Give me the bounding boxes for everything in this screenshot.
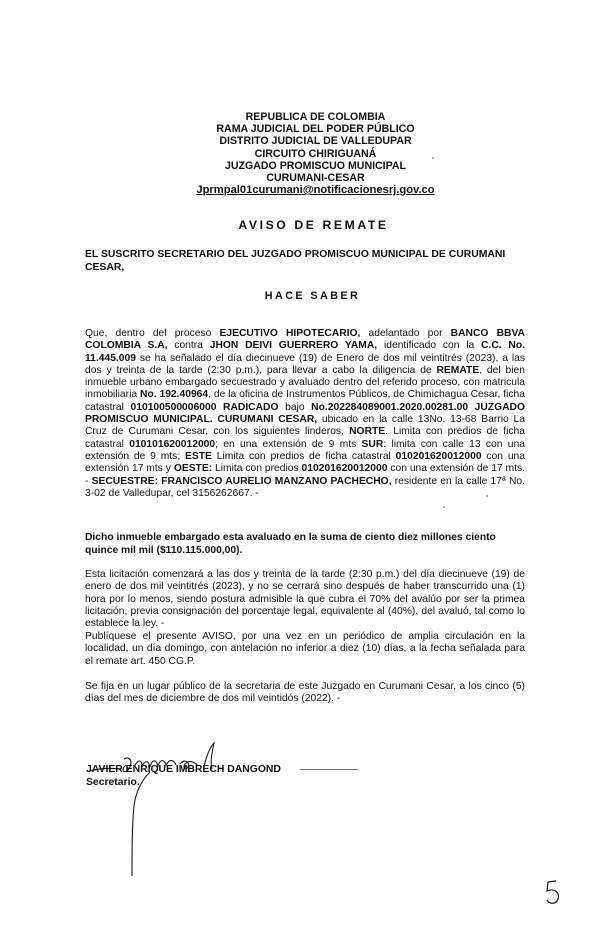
text-run: residente en la calle 17ª No. 3-02 de Valledupar, cel 3156262667. - (85, 475, 525, 499)
header-line-branch: RAMA JUDICIAL DEL PODER PÚBLICO (216, 123, 415, 136)
text-run: bajo (278, 401, 312, 413)
text-run: Que, dentro del proceso (85, 328, 220, 339)
sequestrator-name: SECUESTRE: FRANCISCO AURELIO MANZANO PACHECHO, (91, 475, 392, 487)
header-line-district: DISTRITO JUDICIAL DE VALLEDUPAR (219, 135, 412, 148)
text-run: Limita con predios (212, 463, 302, 475)
boundary-east: ESTE (185, 450, 212, 462)
cadastral-radicado: 010100500006000 RADICADO (130, 401, 279, 413)
registry-number: No. 192.40964 (139, 389, 209, 401)
paragraph-publication: Publíquese el presente AVISO, por una vez en un periódico de amplia circulación en la localidad, un día domingo, con antelación no inferior a diez (10) días, a la fecha señalada para el remate art. 450 CG.P. (85, 631, 525, 667)
text-run: adelantado por (360, 328, 451, 339)
text-run: , de la oficina de Instrumentos Públicos, de Chimichagua Cesar, ficha catastral (85, 389, 525, 413)
scan-speck (443, 506, 445, 508)
paragraph-posting-date: Se fija en un lugar público de la secretaria de este Juzgado en Curumani Cesar, a los cinco (5) días del mes de diciembre de dos mil veintidós (2022). - (85, 681, 525, 705)
boundary-south: SUR (361, 438, 384, 450)
handwritten-page-mark (540, 878, 570, 908)
paragraph-auction-details (85, 328, 525, 500)
process-type: EJECUTIVO HIPOTECARIO, (219, 328, 361, 339)
text-run: : limita con calle 13 con una extensión de 9 mts; (85, 438, 525, 462)
case-number: No.202284089001.2020.00281.00 JUZGADO PROMISCUO MUNICIPAL. CURUMANI CESAR, (85, 401, 525, 426)
court-header (0, 111, 613, 196)
scan-speck (432, 157, 434, 159)
hace-saber-heading: HACE SABER (264, 290, 361, 302)
defendant-name: JHON DEIVI GUERRERO YAMA, (209, 340, 378, 352)
defendant-id: C.C. No. 11.445.009 (85, 340, 526, 364)
court-email-link[interactable]: Jprmpal01curumani@notificacionesrj.gov.co (196, 184, 435, 197)
text-run: . Limita con predios de ficha catastral (85, 426, 525, 450)
text-run: con una extensión de 17 mts. - (85, 463, 525, 487)
signer-name: JAVIER ENRIQUE IMBRECH DANGOND (86, 764, 281, 775)
cadastral-west: 010201620012000 (301, 463, 388, 475)
text-run: contra (167, 340, 210, 352)
cadastral-east: 010201620012000 (395, 450, 482, 462)
text-run: se ha señalado el día diecinueve (19) de Enero de dos mil veintitrés (2023), a las dos y treinta de la tarde (2:30 p.m.), para llevar a cabo la diligencia de (85, 352, 525, 376)
boundary-west: OESTE: (173, 463, 213, 475)
paragraph-valuation: Dicho inmueble embargado esta avaluado en la suma de ciento diez millones ciento quince mil mil ($110.115.000,00). (85, 532, 496, 556)
intro-statement: EL SUSCRITO SECRETARIO DEL JUZGADO PROMISCUO MUNICIPAL DE CURUMANI CESAR, (85, 249, 506, 273)
header-line-republic: REPUBLICA DE COLOMBIA (245, 111, 386, 123)
notice-title: AVISO DE REMATE (238, 218, 389, 232)
signature-rule (300, 769, 358, 770)
text-run: con una extensión 17 mts y (85, 450, 525, 475)
header-line-court: JUZGADO PROMISCUO MUNICIPAL (224, 159, 407, 172)
paragraph-bidding-terms: Esta licitación comenzará a las dos y treinta de la tarde (2:30 p.m.) del día diecinueve (19) de enero de dos mil veintitrés (2023), y no se cerrará sino después de haber transcurrido una (1) hora por lo menos, siendo postura admisible la que cubra el 70% del avalúo por ser la primea licitación, previa consignación del porcentaje legal, equivalente al (40%), del avaluó, tal como lo establece la ley. - (85, 569, 525, 630)
plaintiff-name: BANCO BBVA COLOMBIA S.A, (85, 328, 525, 352)
text-run: ; en una extensión de 9 mts (215, 438, 362, 450)
header-line-circuit: CIRCUITO CHIRIGUANÁ (254, 147, 377, 160)
header-line-city: CURUMANI-CESAR (266, 172, 365, 185)
signature-tail-stroke (112, 770, 152, 880)
boundary-north: NORTE (349, 426, 386, 438)
remate-word: REMATE (436, 364, 480, 376)
text-run: , del bien inmueble urbano embargado secuestrado y avaluado dentro del referido proceso, con matricula inmobiliaria (85, 364, 525, 401)
text-run: Limita con predios de ficha catastral (211, 450, 396, 462)
cadastral-north: 010101620012000 (129, 438, 216, 450)
scan-speck (486, 495, 488, 497)
text-run: identificado con la (377, 340, 482, 352)
text-run: ubicado en la calle 13No. 13-68 Barrio La Cruz de Curumani Cesar, con los siguientes linderos, (85, 414, 525, 438)
signer-title: Secretario. (86, 777, 140, 788)
